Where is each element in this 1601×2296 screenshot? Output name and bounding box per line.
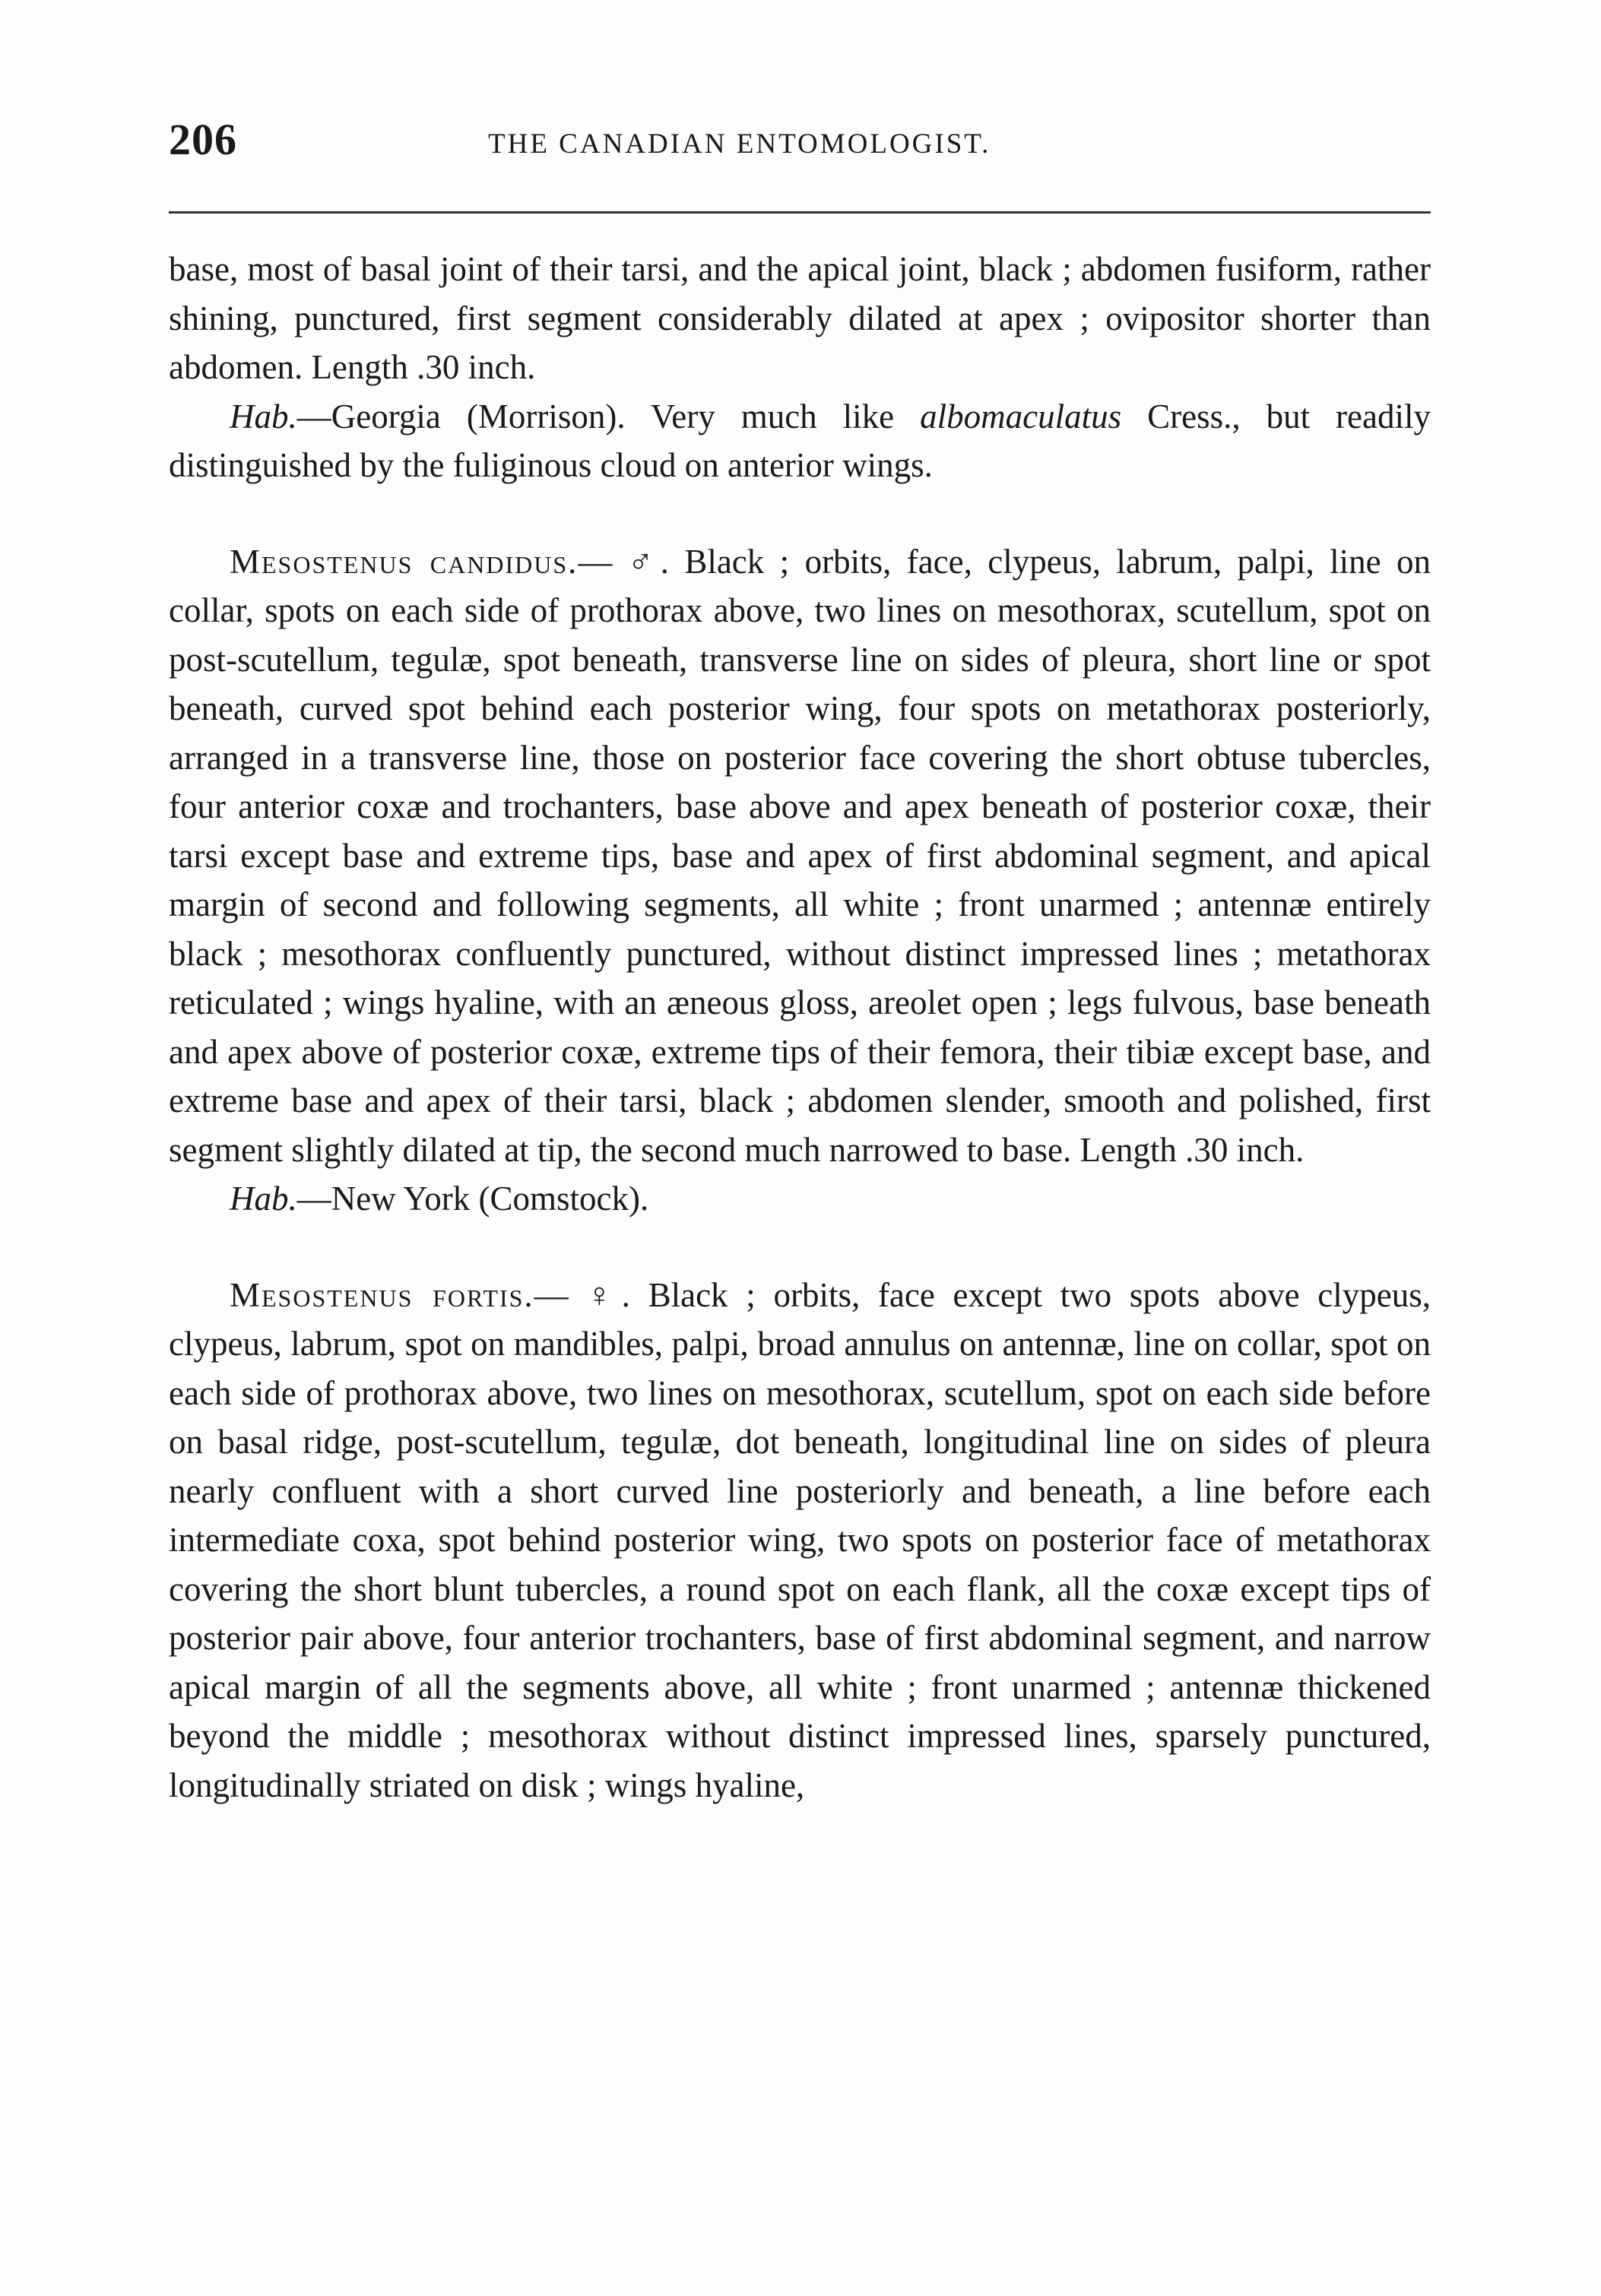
sex-symbol-male: — ♂. <box>578 542 669 581</box>
hab-label: Hab. <box>230 397 297 435</box>
paragraph-continuation: base, most of basal joint of their tarsi, and the apical joint, black ; abdomen fusiform, rather shining, punctured, first segment considerably dilated at apex ; ovipositor shorter than abdomen. Length .30 inch. <box>169 250 1431 386</box>
species-name-candidus: Mesostenus candidus. <box>230 542 579 581</box>
species-description-candidus: Mesostenus candidus.— ♂. Black ; orbits, face, clypeus, labrum, palpi, line on collar, spots on each side of prothorax above, two lines on mesothorax, scutellum, spot on post-scutellum, tegulæ, spot beneath, transverse line on sides of pleura, short line or spot beneath, curved spot behind each posterior wing, four spots on metathorax posteriorly, arranged in a transverse line, those on posterior face covering the short obtuse tubercles, four anterior coxæ and trochanters, base above and apex beneath of posterior coxæ, their tarsi except base and extreme tips, base and apex of first abdominal segment, and apical margin of second and following segments, all white ; front unarmed ; antennæ entirely black ; mesothorax confluently punctured, without distinct impressed lines ; metathorax reticulated ; wings hyaline, with an æneous gloss, areolet open ; legs fulvous, base beneath and apex above of posterior coxæ, extreme tips of their femora, their tibiæ except base, and extreme base and apex of their tarsi, black ; abdomen slender, smooth and polished, first segment slightly dilated at tip, the second much narrowed to base. Length .30 inch. <box>169 542 1431 1169</box>
species-description-fortis: Mesostenus fortis.— ♀. Black ; orbits, face except two spots above clypeus, clypeus, labrum, spot on mandibles, palpi, broad annulus on antennæ, line on collar, spot on each side of prothorax above, two lines on mesothorax, scutellum, spot on each side before on basal ridge, post-scutellum, tegulæ, dot beneath, longitudinal line on sides of pleura nearly confluent with a short curved line posteriorly and beneath, a line before each intermediate coxa, spot behind posterior wing, two spots on posterior face of metathorax covering the short blunt tubercles, a round spot on each flank, all the coxæ except tips of posterior pair above, four anterior trochanters, base of first abdominal segment, and narrow apical margin of all the segments above, all white ; front unarmed ; antennæ thickened beyond the middle ; mesothorax without distinct impressed lines, sparsely punctured, longitudinally striated on disk ; wings hyaline, <box>169 1275 1431 1804</box>
species-name-fortis: Mesostenus fortis. <box>230 1275 534 1314</box>
habitat-georgia: Hab.—Georgia (Morrison). Very much like albomaculatus Cress., but readily distinguished by the fuliginous cloud on anterior wings. <box>169 397 1431 484</box>
header-rule <box>169 211 1431 214</box>
page-number: 206 <box>169 115 237 164</box>
species-reference: albomaculatus <box>920 397 1122 435</box>
body-text <box>169 245 1431 1810</box>
habitat-new-york: Hab.—New York (Comstock). <box>230 1180 649 1218</box>
running-title: THE CANADIAN ENTOMOLOGIST. <box>488 128 991 160</box>
sex-symbol-female: — ♀. <box>534 1275 630 1314</box>
hab-label: Hab. <box>230 1180 297 1218</box>
page-header <box>169 114 1431 175</box>
